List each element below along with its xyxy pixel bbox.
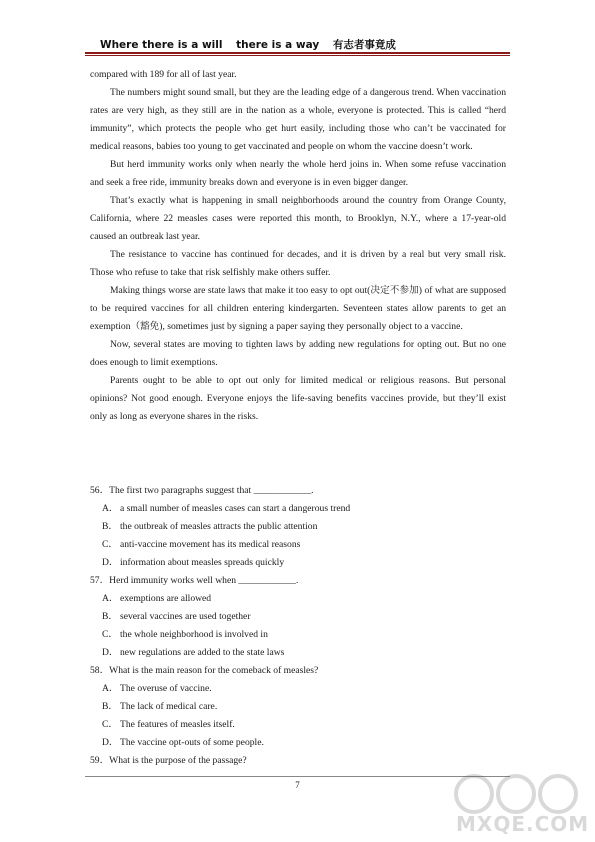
question-list <box>90 482 506 770</box>
question-57: 57．Herd immunity works well when ____________. <box>90 575 299 586</box>
question-56: 56．The first two paragraphs suggest that ____________. <box>90 485 314 496</box>
option-56-d: D．information about measles spreads quickly <box>102 557 285 568</box>
watermark <box>452 772 592 838</box>
footer-rule <box>85 776 510 777</box>
paragraph: compared with 189 for all of last year. <box>90 69 237 80</box>
option-58-d: D．The vaccine opt-outs of some people. <box>102 737 264 748</box>
paragraph: That’s exactly what is happening in small neighborhoods around the country from Orange County, California, where 22 measles cases were reported this month, to Brooklyn, N.Y., where a 17-year-old caused an outbreak last year. <box>90 195 506 242</box>
question-59: 59．What is the purpose of the passage? <box>90 755 247 766</box>
watermark-text: MXQE.COM <box>456 812 590 836</box>
reading-passage <box>90 66 506 426</box>
option-57-b: B． several vaccines are used together <box>102 611 251 622</box>
option-57-a: A．exemptions are allowed <box>102 593 212 604</box>
answer-circle-logo-icon <box>452 772 592 816</box>
option-57-c: C． the whole neighborhood is involved in <box>102 629 268 640</box>
question-58: 58．What is the main reason for the comeback of measles? <box>90 665 319 676</box>
paragraph: The numbers might sound small, but they are the leading edge of a dangerous trend. When vaccination rates are very high, as they still are in the nation as a whole, everyone is protected. This is called “herd immunity”, which protects the people who get hurt easily, including those who can’t be vaccinated for medical reasons, babies too young to get vaccinated and people on whom the vaccine doesn’t work. <box>90 87 506 152</box>
paragraph: Parents ought to be able to opt out only for limited medical or religious reasons. But personal opinions? Not good enough. Everyone enjoys the life-saving benefits vaccines provide, but they’ll exist only as long as everyone shares in the risks. <box>90 375 506 422</box>
paragraph: But herd immunity works only when nearly the whole herd joins in. When some refuse vaccination and seek a free ride, immunity breaks down and everyone is in even bigger danger. <box>90 159 506 188</box>
option-56-c: C． anti-vaccine movement has its medical reasons <box>102 539 301 550</box>
header-motto-en-1: Where there is a will <box>100 39 223 51</box>
option-58-a: A．The overuse of vaccine. <box>102 683 212 694</box>
page-number: 7 <box>295 780 300 790</box>
option-56-a: A．a small number of measles cases can start a dangerous trend <box>102 503 351 514</box>
header-motto-en-2: there is a way <box>236 39 320 51</box>
page-header <box>100 37 520 52</box>
option-57-d: D．new regulations are added to the state laws <box>102 647 285 658</box>
paragraph: The resistance to vaccine has continued for decades, and it is driven by a real but very small risk. Those who refuse to take that risk selfishly make others suffer. <box>90 249 506 278</box>
header-motto-cn: 有志者事竟成 <box>332 39 396 51</box>
option-58-c: C． The features of measles itself. <box>102 719 235 730</box>
paragraph: Making things worse are state laws that make it too easy to opt out(决定不参加) of what are supposed to be required vaccines for all children entering kindergarten. Seventeen states allow parents to get an exemption（豁免), sometimes just by signing a paper saying they personally object to a vaccine. <box>90 285 506 332</box>
option-56-b: B． the outbreak of measles attracts the public attention <box>102 521 318 532</box>
header-rule-thin <box>85 55 510 56</box>
paragraph: Now, several states are moving to tighten laws by adding new regulations for opting out. But no one does enough to limit exemptions. <box>90 339 506 368</box>
option-58-b: B． The lack of medical care. <box>102 701 218 712</box>
header-rule-thick <box>85 52 510 54</box>
